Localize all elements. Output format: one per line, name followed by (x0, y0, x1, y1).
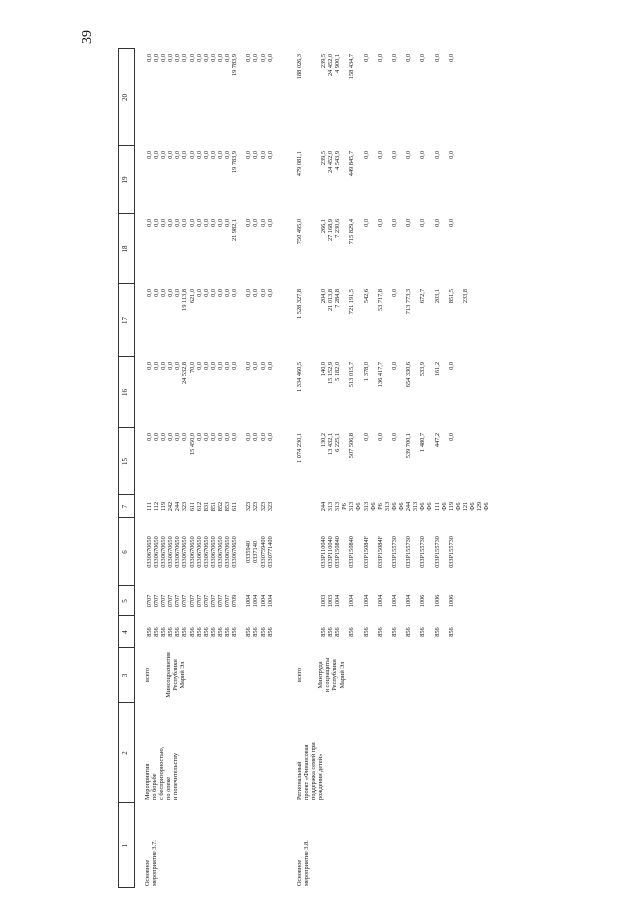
block-b-vr: 244 313 313 P6 313 Ф6 313 Ф6 P6 313 Ф6 Ф6 244 313 Ф6 Ф6 111 Ф6 119 Ф6 121 Ф6 129 Ф6 (320, 501, 491, 512)
block-b-title: Региональный проект «Финансовая поддержка семей при рождении детей» (296, 742, 325, 800)
page-number: 39 (80, 30, 95, 44)
block-a-title: Мероприятия по борьбе с беспризорностью, по опеке и попечительству (144, 746, 180, 800)
block-a-owner: всего Минсоцразвития Республики Марий Эл (144, 652, 187, 698)
block-b-total-2020: 188 026,3 (296, 54, 303, 80)
block-b-total-2016: 1 334 460,5 (296, 362, 303, 392)
block-b-owner: всего Минтруда и соцзащиты Республики Марий Эл (296, 657, 346, 693)
block-b-grbs: 856 856 856 856 856 856 856 856 856 856 856 (320, 627, 455, 637)
header-col-3: 3 (121, 673, 129, 678)
header-col-2: 2 (121, 751, 129, 755)
rotated-table (118, 48, 630, 888)
block-a-grbs: 856 856 856 856 856 856 856 856 856 856 856 856 856 856 856 856 856 (146, 627, 274, 637)
block-b-2015: 130,2 13 432,1 6 225,1 507 506,8 0,0 0,0 0,0 539 700,1 1 480,7 447,2 0,0 (320, 433, 455, 459)
block-a-2020: 0,0 0,0 0,0 0,0 0,0 0,0 0,0 0,0 0,0 0,0 0,0 0,0 19 783,9 0,0 0,0 0,0 0,0 (146, 54, 274, 77)
header-col-20: 20 (121, 94, 129, 101)
header-bottom-border (134, 48, 135, 888)
header-col-17: 17 (121, 317, 129, 324)
header-col-15: 15 (121, 458, 129, 465)
block-b-csr: 033P110040 033P110040 033P150840 033P150840 033P15084F 033P15084F 033P155730 033P155730 033P155730 033P155730 033P155730 (320, 535, 455, 569)
header-col-19: 19 (121, 176, 129, 184)
block-b-2017: 204,0 21 013,8 7 284,8 721 191,5 542,6 53 717,8 0,0 713 773,3 672,7 203,1 851,5 233,8 (320, 289, 469, 315)
header-col-16: 16 (121, 389, 129, 396)
block-a-2018: 0,0 0,0 0,0 0,0 0,0 0,0 0,0 0,0 0,0 0,0 0,0 0,0 21 982,1 0,0 0,0 0,0 0,0 (146, 219, 274, 242)
header-col-7: 7 (121, 504, 129, 509)
block-a-rzpr: 0707 0707 0707 0707 0707 0707 0707 0707 0707 0707 0707 0707 0709 1004 1004 1004 1004 (146, 594, 274, 608)
block-a-csr: 0330670650 0330670650 0330670650 0330670650 0330670650 0330670650 0330670650 0330670650 0330670650 0330670650 0330670650 0330670650 0330670650 0335940 0337140 0330759400 0330771400 (146, 536, 274, 568)
block-b-total-2015: 1 074 230,1 (296, 433, 303, 463)
block-b-rzpr: 1003 1003 1004 1004 1004 1004 1004 1004 1006 1006 1006 (320, 594, 455, 608)
block-b-total-2017: 1 528 327,8 (296, 289, 303, 319)
block-a-vr: 111 112 119 242 244 323 611 612 831 851 852 853 611 323 323 323 323 (146, 501, 274, 512)
block-a-code: Основное мероприятие 3.7. (144, 840, 159, 886)
block-a-2017: 0,0 0,0 0,0 0,0 0,0 19 113,8 621,0 0,0 0,0 0,0 0,0 0,0 0,0 0,0 0,0 0,0 0,0 (146, 289, 274, 311)
block-b-2019: 239,5 24 452,0 4 543,9 449 845,7 0,0 0,0 0,0 0,0 0,0 0,0 0,0 (320, 151, 455, 177)
block-b-total-2018: 750 495,0 (296, 219, 303, 245)
header-col-4: 4 (121, 630, 129, 634)
table-top-border (118, 48, 119, 888)
block-b-code: Основное мероприятие 3.8. (296, 840, 311, 886)
block-b-2018: 266,1 27 168,9 7 230,6 715 829,4 0,0 0,0 0,0 0,0 0,0 0,0 0,0 (320, 219, 455, 245)
header-col-6: 6 (121, 550, 129, 554)
header-col-1: 1 (121, 843, 129, 848)
block-a-2019: 0,0 0,0 0,0 0,0 0,0 0,0 0,0 0,0 0,0 0,0 0,0 0,0 19 783,9 0,0 0,0 0,0 0,0 (146, 151, 274, 174)
header-col-18: 18 (121, 245, 129, 253)
block-a-2016: 0,0 0,0 0,0 0,0 0,0 24 532,8 70,0 0,0 0,0 0,0 0,0 0,0 0,0 0,0 0,0 0,0 0,0 (146, 362, 274, 385)
block-b-2020: 239,5 24 452,0 4 900,1 158 434,7 0,0 0,0 0,0 0,0 0,0 0,0 0,0 (320, 54, 455, 80)
block-b-2016: 140,0 15 152,9 5 182,0 513 015,7 1 378,0 136 417,7 0,0 654 330,6 533,9 161,2 0,0 (320, 362, 455, 388)
block-b-total-2019: 479 081,1 (296, 151, 303, 177)
block-a-2015: 0,0 0,0 0,0 0,0 0,0 0,0 15 450,0 0,0 0,0 0,0 0,0 0,0 0,0 0,0 0,0 0,0 0,0 (146, 433, 274, 456)
header-col-5: 5 (121, 599, 129, 603)
